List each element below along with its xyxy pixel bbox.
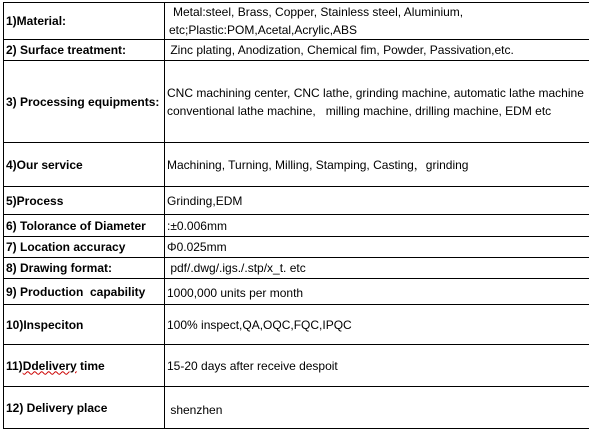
row-value-line: Φ0.025mm — [167, 240, 227, 254]
row-value-line: 100% inspect,QA,OQC,FQC,IPQC — [167, 317, 352, 332]
row-value — [165, 258, 589, 279]
row-value — [165, 345, 589, 387]
row-value — [165, 61, 589, 143]
row-label — [4, 345, 165, 387]
row-value — [165, 187, 589, 215]
row-label: 3) Processing equipments: — [4, 61, 165, 143]
row-value-line: 15-20 days after receive despoit — [167, 358, 338, 373]
table-row — [4, 237, 589, 258]
table-row — [4, 258, 589, 279]
row-value-line: Machining, Turning, Milling, Stamping, Casting，grinding — [167, 157, 469, 172]
row-label: 12) Delivery place — [4, 387, 165, 429]
row-label: 1)Material: — [4, 3, 165, 40]
table-row — [4, 215, 589, 237]
spec-table — [3, 2, 589, 429]
row-label: 9) Production capability — [4, 279, 165, 305]
row-value-line: shenzhen — [167, 402, 223, 417]
row-value — [165, 237, 589, 258]
row-value-line: Grinding,EDM — [167, 193, 243, 208]
row-value — [165, 305, 589, 345]
row-value — [165, 143, 589, 187]
row-value-line: Metal:steel, Brass, Copper, Stainless steel, Aluminium, — [173, 5, 464, 19]
row-value-line: :±0.006mm — [167, 218, 227, 233]
table-row — [4, 3, 589, 40]
row-value-line: etc;Plastic:POM,Acetal,Acrylic,ABS — [169, 23, 358, 37]
row-value-line: pdf/.dwg/.igs./.stp/x_t. etc — [167, 261, 306, 275]
row-label: 10)Inspeciton — [4, 305, 165, 345]
row-value-line: 1000,000 units per month — [167, 286, 304, 300]
table-row — [4, 345, 589, 387]
row-value-line: CNC machining center, CNC lathe, grinding machine, automatic lathe machine — [167, 85, 584, 100]
table-row — [4, 143, 589, 187]
spellcheck-flagged-word: Ddelivery — [22, 358, 77, 373]
row-label: 6) Tolorance of Diameter — [4, 215, 165, 237]
table-row — [4, 61, 589, 143]
row-value — [165, 387, 589, 429]
row-value-line: Zinc plating, Anodization, Chemical fim, Powder, Passivation,etc. — [167, 43, 514, 57]
row-label: 5)Process — [4, 187, 165, 215]
row-label-suffix: time — [76, 358, 105, 373]
row-label: 8) Drawing format: — [4, 258, 165, 279]
row-value — [165, 279, 589, 305]
table-row — [4, 305, 589, 345]
row-value — [165, 3, 589, 40]
row-label: 7) Location accuracy — [4, 237, 165, 258]
row-label-prefix: 11) — [6, 358, 23, 373]
row-value-line: conventional lathe machine, milling machine, drilling machine, EDM etc — [167, 103, 552, 118]
spec-sheet — [3, 2, 586, 440]
row-label: 4)Our service — [4, 143, 165, 187]
row-value — [165, 215, 589, 237]
table-row — [4, 40, 589, 61]
row-label: 2) Surface treatment: — [4, 40, 165, 61]
table-row — [4, 387, 589, 429]
table-row — [4, 187, 589, 215]
row-value — [165, 40, 589, 61]
table-row — [4, 279, 589, 305]
